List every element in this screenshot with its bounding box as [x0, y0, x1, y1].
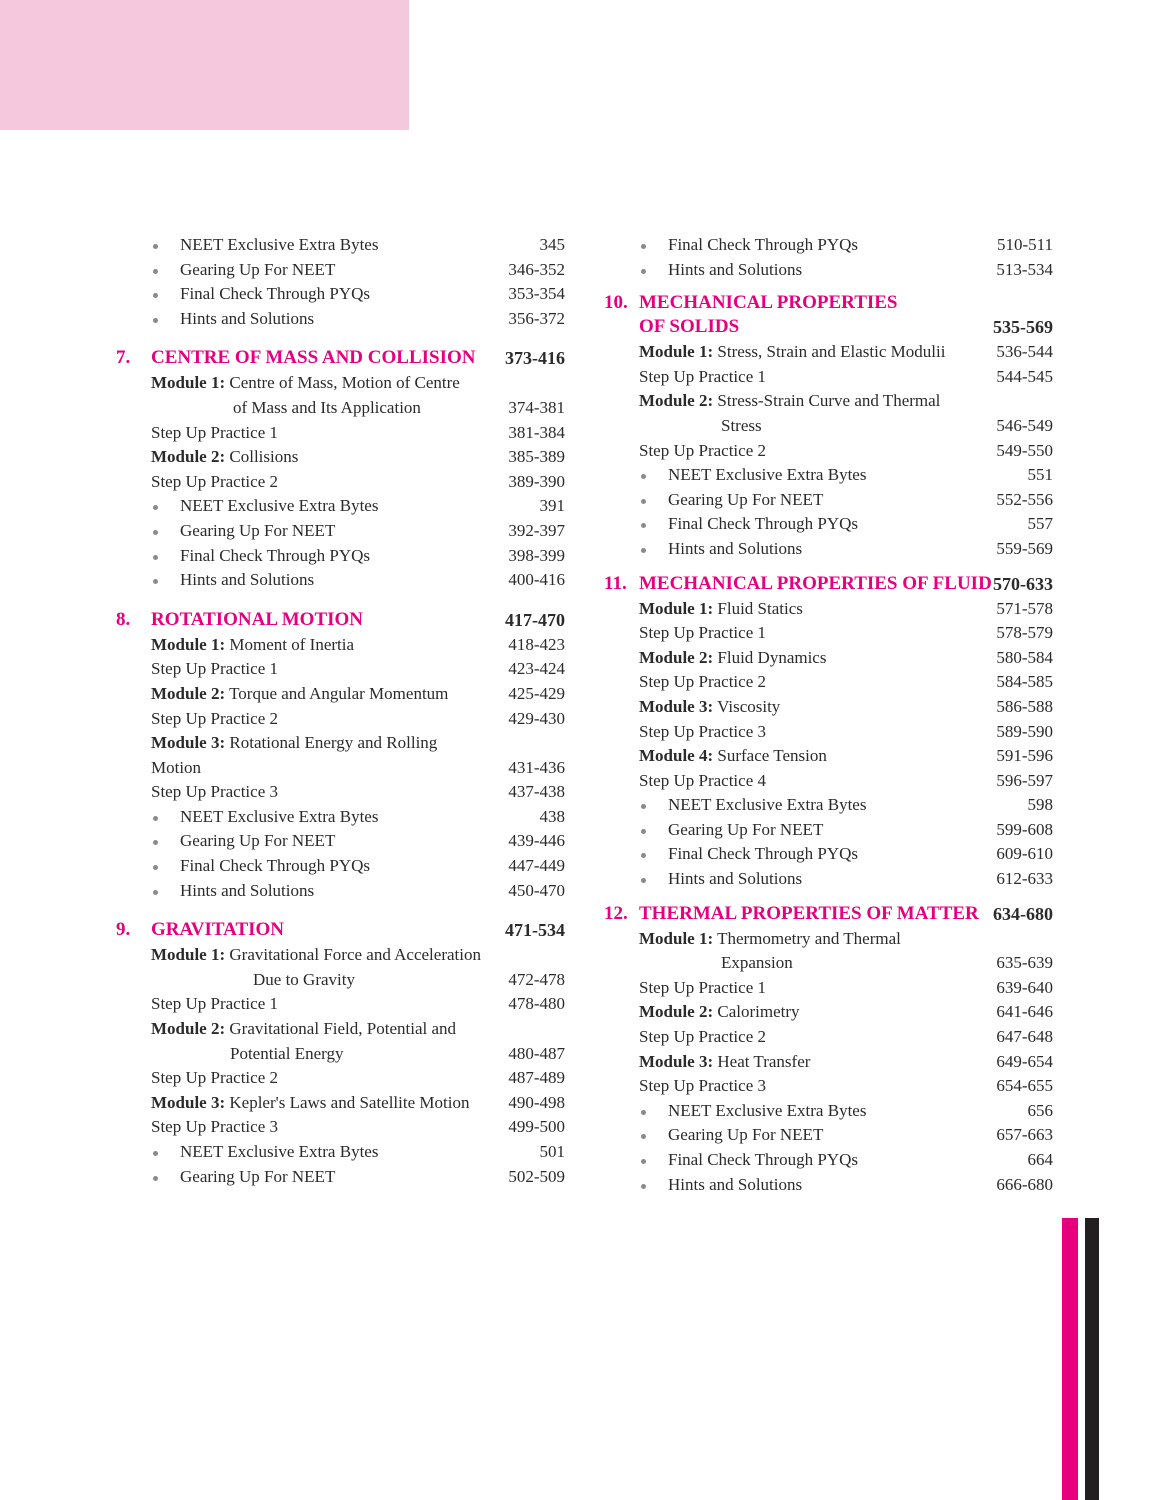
chapter-heading-10[interactable]: 10. MECHANICAL PROPERTIES — [604, 292, 898, 314]
toc-entry[interactable]: Final Check Through PYQs 353-354 — [116, 282, 565, 307]
toc-entry[interactable]: Module 3: Heat Transfer 649-654 — [639, 1051, 1053, 1071]
toc-entry[interactable]: Step Up Practice 3 654-655 — [639, 1076, 1053, 1096]
toc-entry[interactable]: Step Up Practice 2 429-430 — [151, 708, 565, 728]
toc-entry-continued[interactable]: Motion 431-436 — [151, 757, 565, 777]
toc-entry[interactable]: Step Up Practice 2 487-489 — [151, 1068, 565, 1088]
toc-entry[interactable]: Hints and Solutions 356-372 — [116, 307, 565, 332]
toc-entry[interactable]: Step Up Practice 1 381-384 — [151, 422, 565, 442]
chapter-heading-8[interactable]: 8. ROTATIONAL MOTION 417-470 — [116, 608, 565, 630]
toc-entry[interactable]: Step Up Practice 3 589-590 — [639, 721, 1053, 741]
toc-entry[interactable]: Final Check Through PYQs 609-610 — [604, 842, 1053, 867]
toc-entry-continued[interactable]: of Mass and Its Application 374-381 — [233, 397, 565, 417]
toc-entry[interactable]: Step Up Practice 4 596-597 — [639, 770, 1053, 790]
toc-entry[interactable]: Module 4: Surface Tension 591-596 — [639, 746, 1053, 766]
toc-entry[interactable]: Module 3: Rotational Energy and Rolling — [151, 733, 438, 753]
toc-entry[interactable]: Step Up Practice 2 584-585 — [639, 672, 1053, 692]
toc-entry[interactable]: Module 3: Viscosity 586-588 — [639, 696, 1053, 716]
toc-entry[interactable]: Hints and Solutions 400-416 — [116, 568, 565, 593]
toc-entry[interactable]: Module 2: Fluid Dynamics 580-584 — [639, 647, 1053, 667]
toc-entry[interactable]: Step Up Practice 1 578-579 — [639, 623, 1053, 643]
toc-entry[interactable]: Module 1: Thermometry and Thermal — [639, 928, 901, 948]
toc-entry[interactable]: Hints and Solutions 559-569 — [604, 537, 1053, 562]
toc-column-right — [604, 233, 1053, 1197]
header-color-block — [0, 0, 409, 130]
toc-entry[interactable]: Module 2: Torque and Angular Momentum 425-429 — [151, 683, 565, 703]
toc-entry[interactable]: Final Check Through PYQs 510-511 — [604, 233, 1053, 258]
toc-entry[interactable]: Module 3: Kepler's Laws and Satellite Motion 490-498 — [151, 1092, 565, 1112]
toc-entry[interactable]: Step Up Practice 2 389-390 — [151, 471, 565, 491]
toc-entry[interactable]: Module 1: Centre of Mass, Motion of Centre — [151, 373, 460, 393]
toc-entry[interactable]: Step Up Practice 1 544-545 — [639, 366, 1053, 386]
chapter-heading-10-continued[interactable]: OF SOLIDS 535-569 — [639, 316, 1053, 338]
toc-entry[interactable]: Final Check Through PYQs 664 — [604, 1148, 1053, 1173]
toc-entry[interactable]: Step Up Practice 2 549-550 — [639, 440, 1053, 460]
toc-entry[interactable]: NEET Exclusive Extra Bytes 598 — [604, 793, 1053, 818]
toc-entry[interactable]: Hints and Solutions 513-534 — [604, 258, 1053, 283]
toc-entry[interactable]: Gearing Up For NEET 657-663 — [604, 1123, 1053, 1148]
toc-entry[interactable]: Gearing Up For NEET 599-608 — [604, 818, 1053, 843]
toc-entry[interactable]: Step Up Practice 2 647-648 — [639, 1027, 1053, 1047]
toc-entry[interactable]: NEET Exclusive Extra Bytes 391 — [116, 494, 565, 519]
toc-entry-continued[interactable]: Expansion 635-639 — [721, 953, 1053, 973]
chapter-heading-12[interactable]: 12. THERMAL PROPERTIES OF MATTER 634-680 — [604, 902, 1053, 924]
toc-entry[interactable]: Gearing Up For NEET 392-397 — [116, 519, 565, 544]
toc-entry-continued[interactable]: Stress 546-549 — [721, 415, 1053, 435]
toc-column-left — [116, 233, 565, 1189]
chapter-heading-11[interactable]: 11. MECHANICAL PROPERTIES OF FLUID 570-633 — [604, 572, 1053, 594]
decorative-bar-magenta — [1062, 1218, 1078, 1500]
toc-entry[interactable]: NEET Exclusive Extra Bytes 345 — [116, 233, 565, 258]
toc-entry[interactable]: NEET Exclusive Extra Bytes 501 — [116, 1140, 565, 1165]
toc-entry[interactable]: Final Check Through PYQs 557 — [604, 512, 1053, 537]
toc-entry[interactable]: Hints and Solutions 666-680 — [604, 1173, 1053, 1198]
toc-entry[interactable]: Hints and Solutions 612-633 — [604, 867, 1053, 892]
toc-entry[interactable]: Step Up Practice 1 423-424 — [151, 659, 565, 679]
toc-entry[interactable]: Module 1: Stress, Strain and Elastic Modulii 536-544 — [639, 342, 1053, 362]
toc-entry[interactable]: Gearing Up For NEET 346-352 — [116, 258, 565, 283]
toc-entry[interactable]: Hints and Solutions 450-470 — [116, 879, 565, 904]
toc-entry[interactable]: Step Up Practice 1 478-480 — [151, 994, 565, 1014]
toc-entry[interactable]: NEET Exclusive Extra Bytes 551 — [604, 463, 1053, 488]
toc-entry[interactable]: Step Up Practice 1 639-640 — [639, 977, 1053, 997]
toc-entry[interactable]: Step Up Practice 3 499-500 — [151, 1117, 565, 1137]
chapter-heading-7[interactable]: 7. CENTRE OF MASS AND COLLISION 373-416 — [116, 347, 565, 369]
toc-entry[interactable]: Module 2: Stress-Strain Curve and Thermal — [639, 391, 941, 411]
toc-entry[interactable]: NEET Exclusive Extra Bytes 656 — [604, 1099, 1053, 1124]
toc-entry[interactable]: Module 2: Collisions 385-389 — [151, 447, 565, 467]
toc-entry[interactable]: Gearing Up For NEET 502-509 — [116, 1165, 565, 1190]
chapter-heading-9[interactable]: 9. GRAVITATION 471-534 — [116, 919, 565, 941]
toc-entry[interactable]: Final Check Through PYQs 447-449 — [116, 854, 565, 879]
toc-entry[interactable]: Module 2: Calorimetry 641-646 — [639, 1002, 1053, 1022]
toc-entry[interactable]: Module 1: Moment of Inertia 418-423 — [151, 634, 565, 654]
decorative-bar-dark — [1085, 1218, 1099, 1500]
toc-entry[interactable]: Final Check Through PYQs 398-399 — [116, 544, 565, 569]
toc-entry-continued[interactable]: Potential Energy 480-487 — [230, 1043, 565, 1063]
toc-entry[interactable]: NEET Exclusive Extra Bytes 438 — [116, 805, 565, 830]
toc-entry-continued[interactable]: Due to Gravity 472-478 — [253, 969, 565, 989]
toc-entry[interactable]: Module 1: Gravitational Force and Acceleration — [151, 945, 481, 965]
toc-entry[interactable]: Gearing Up For NEET 439-446 — [116, 829, 565, 854]
toc-entry[interactable]: Gearing Up For NEET 552-556 — [604, 488, 1053, 513]
toc-entry[interactable]: Step Up Practice 3 437-438 — [151, 782, 565, 802]
toc-entry[interactable]: Module 2: Gravitational Field, Potential and — [151, 1019, 457, 1039]
toc-entry[interactable]: Module 1: Fluid Statics 571-578 — [639, 598, 1053, 618]
